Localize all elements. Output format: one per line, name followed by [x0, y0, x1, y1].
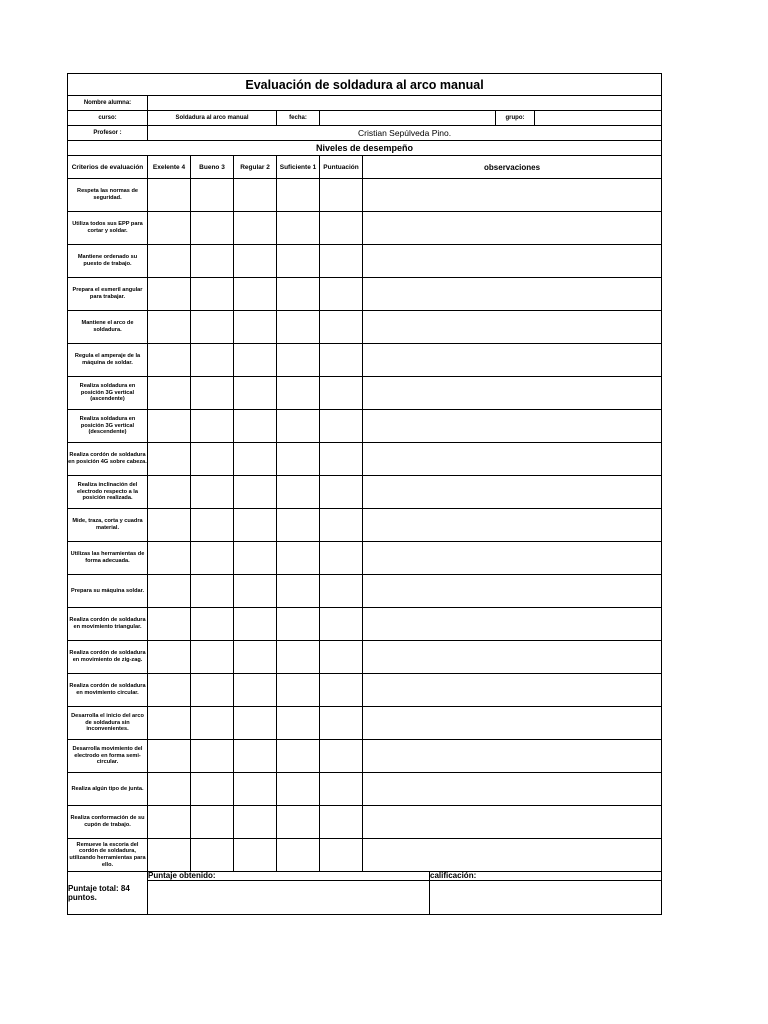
col-regular: Regular 2	[234, 156, 277, 179]
fecha-label: fecha:	[277, 111, 320, 126]
calificacion-label: calificación:	[430, 872, 662, 881]
puntaje-total: Puntaje total: 84 puntos.	[68, 872, 148, 915]
curso-value[interactable]: Soldadura al arco manual	[148, 111, 277, 126]
exelente-cell[interactable]	[148, 278, 191, 311]
observaciones-cell[interactable]	[363, 740, 662, 773]
puntuacion-cell[interactable]	[320, 707, 363, 740]
regular-cell[interactable]	[234, 443, 277, 476]
criterion-row	[68, 377, 662, 410]
exelente-cell[interactable]	[148, 377, 191, 410]
observaciones-cell[interactable]	[363, 509, 662, 542]
calificacion-field[interactable]	[430, 881, 662, 915]
criterion-label: Realiza cordón de soldadura en movimiento triangular.	[68, 608, 148, 641]
fecha-field[interactable]	[320, 111, 496, 126]
exelente-cell[interactable]	[148, 542, 191, 575]
criterion-label: Realiza cordón de soldadura en movimiento circular.	[68, 674, 148, 707]
puntuacion-cell[interactable]	[320, 740, 363, 773]
bueno-cell[interactable]	[191, 212, 234, 245]
suficiente-cell[interactable]	[277, 311, 320, 344]
grupo-field[interactable]	[535, 111, 662, 126]
puntaje-obtenido-field[interactable]	[148, 881, 430, 915]
bueno-cell[interactable]	[191, 641, 234, 674]
regular-cell[interactable]	[234, 773, 277, 806]
bueno-cell[interactable]	[191, 476, 234, 509]
exelente-cell[interactable]	[148, 641, 191, 674]
bueno-cell[interactable]	[191, 806, 234, 839]
regular-cell[interactable]	[234, 839, 277, 872]
puntuacion-cell[interactable]	[320, 245, 363, 278]
curso-label: curso:	[68, 111, 148, 126]
criterion-label: Desarrolla el inicio del arco de soldadura sin inconvenientes.	[68, 707, 148, 740]
page-title: Evaluación de soldadura al arco manual	[68, 74, 662, 96]
regular-cell[interactable]	[234, 509, 277, 542]
criterion-row	[68, 179, 662, 212]
observaciones-cell[interactable]	[363, 344, 662, 377]
puntuacion-cell[interactable]	[320, 773, 363, 806]
suficiente-cell[interactable]	[277, 806, 320, 839]
suficiente-cell[interactable]	[277, 476, 320, 509]
regular-cell[interactable]	[234, 410, 277, 443]
regular-cell[interactable]	[234, 575, 277, 608]
suficiente-cell[interactable]	[277, 608, 320, 641]
puntuacion-cell[interactable]	[320, 179, 363, 212]
exelente-cell[interactable]	[148, 575, 191, 608]
regular-cell[interactable]	[234, 608, 277, 641]
suficiente-cell[interactable]	[277, 344, 320, 377]
criterion-row	[68, 674, 662, 707]
observaciones-cell[interactable]	[363, 542, 662, 575]
observaciones-cell[interactable]	[363, 179, 662, 212]
observaciones-cell[interactable]	[363, 245, 662, 278]
exelente-cell[interactable]	[148, 410, 191, 443]
observaciones-cell[interactable]	[363, 278, 662, 311]
suficiente-cell[interactable]	[277, 707, 320, 740]
bueno-cell[interactable]	[191, 509, 234, 542]
regular-cell[interactable]	[234, 476, 277, 509]
puntuacion-cell[interactable]	[320, 839, 363, 872]
suficiente-cell[interactable]	[277, 245, 320, 278]
criterion-label: Prepara el esmeril angular para trabajar.	[68, 278, 148, 311]
exelente-cell[interactable]	[148, 179, 191, 212]
puntuacion-cell[interactable]	[320, 806, 363, 839]
bueno-cell[interactable]	[191, 344, 234, 377]
suficiente-cell[interactable]	[277, 740, 320, 773]
bueno-cell[interactable]	[191, 377, 234, 410]
suficiente-cell[interactable]	[277, 839, 320, 872]
observaciones-cell[interactable]	[363, 806, 662, 839]
exelente-cell[interactable]	[148, 245, 191, 278]
criterion-label: Regula el amperaje de la máquina de soldar.	[68, 344, 148, 377]
criterion-row	[68, 740, 662, 773]
puntuacion-cell[interactable]	[320, 443, 363, 476]
observaciones-cell[interactable]	[363, 410, 662, 443]
criterion-label: Prepara su máquina soldar.	[68, 575, 148, 608]
criterion-row	[68, 707, 662, 740]
criterion-row	[68, 410, 662, 443]
criterion-row	[68, 344, 662, 377]
col-exelente: Exelente 4	[148, 156, 191, 179]
criterion-label: Mantiene ordenado su puesto de trabajo.	[68, 245, 148, 278]
bueno-cell[interactable]	[191, 311, 234, 344]
bueno-cell[interactable]	[191, 278, 234, 311]
exelente-cell[interactable]	[148, 773, 191, 806]
bueno-cell[interactable]	[191, 839, 234, 872]
observaciones-cell[interactable]	[363, 707, 662, 740]
puntuacion-cell[interactable]	[320, 641, 363, 674]
col-observaciones: observaciones	[363, 156, 662, 179]
exelente-cell[interactable]	[148, 674, 191, 707]
alumna-label: Nombre alumna:	[68, 96, 148, 111]
suficiente-cell[interactable]	[277, 278, 320, 311]
bueno-cell[interactable]	[191, 773, 234, 806]
criterion-row	[68, 245, 662, 278]
profesor-value[interactable]: Cristian Sepúlveda Pino.	[148, 126, 662, 141]
regular-cell[interactable]	[234, 740, 277, 773]
exelente-cell[interactable]	[148, 212, 191, 245]
observaciones-cell[interactable]	[363, 773, 662, 806]
exelente-cell[interactable]	[148, 806, 191, 839]
criterion-row	[68, 509, 662, 542]
observaciones-cell[interactable]	[363, 839, 662, 872]
criterion-label: Mide, traza, corta y cuadra material.	[68, 509, 148, 542]
criterion-row	[68, 575, 662, 608]
criterion-label: Realiza soldadura en posición 3G vertical (descendente)	[68, 410, 148, 443]
regular-cell[interactable]	[234, 641, 277, 674]
suficiente-cell[interactable]	[277, 575, 320, 608]
regular-cell[interactable]	[234, 806, 277, 839]
regular-cell[interactable]	[234, 212, 277, 245]
profesor-label: Profesor :	[68, 126, 148, 141]
bueno-cell[interactable]	[191, 608, 234, 641]
criterion-row	[68, 542, 662, 575]
suficiente-cell[interactable]	[277, 509, 320, 542]
exelente-cell[interactable]	[148, 443, 191, 476]
regular-cell[interactable]	[234, 542, 277, 575]
col-suficiente: Suficiente 1	[277, 156, 320, 179]
puntuacion-cell[interactable]	[320, 509, 363, 542]
regular-cell[interactable]	[234, 377, 277, 410]
puntuacion-cell[interactable]	[320, 476, 363, 509]
evaluation-sheet	[67, 73, 661, 915]
observaciones-cell[interactable]	[363, 575, 662, 608]
criterion-label: Realiza cordón de soldadura en posición 4G sobre cabeza.	[68, 443, 148, 476]
exelente-cell[interactable]	[148, 509, 191, 542]
bueno-cell[interactable]	[191, 443, 234, 476]
exelente-cell[interactable]	[148, 344, 191, 377]
col-puntuacion: Puntuación	[320, 156, 363, 179]
bueno-cell[interactable]	[191, 740, 234, 773]
criterion-row	[68, 608, 662, 641]
regular-cell[interactable]	[234, 707, 277, 740]
observaciones-cell[interactable]	[363, 443, 662, 476]
criterion-label: Utilizas las herramientas de forma adecuada.	[68, 542, 148, 575]
bueno-cell[interactable]	[191, 245, 234, 278]
bueno-cell[interactable]	[191, 179, 234, 212]
suficiente-cell[interactable]	[277, 674, 320, 707]
bueno-cell[interactable]	[191, 575, 234, 608]
regular-cell[interactable]	[234, 179, 277, 212]
puntuacion-cell[interactable]	[320, 278, 363, 311]
observaciones-cell[interactable]	[363, 674, 662, 707]
regular-cell[interactable]	[234, 311, 277, 344]
suficiente-cell[interactable]	[277, 773, 320, 806]
bueno-cell[interactable]	[191, 542, 234, 575]
regular-cell[interactable]	[234, 344, 277, 377]
observaciones-cell[interactable]	[363, 311, 662, 344]
criterion-row	[68, 641, 662, 674]
puntuacion-cell[interactable]	[320, 410, 363, 443]
criterion-label: Utiliza todos sus EPP para cortar y soldar.	[68, 212, 148, 245]
puntuacion-cell[interactable]	[320, 311, 363, 344]
criterion-label: Realiza conformación de su cupón de trabajo.	[68, 806, 148, 839]
suficiente-cell[interactable]	[277, 542, 320, 575]
puntaje-obtenido-label: Puntaje obtenido:	[148, 872, 430, 881]
observaciones-cell[interactable]	[363, 641, 662, 674]
alumna-field[interactable]	[148, 96, 662, 111]
col-bueno: Bueno 3	[191, 156, 234, 179]
puntuacion-cell[interactable]	[320, 212, 363, 245]
grupo-label: grupo:	[496, 111, 535, 126]
criterion-label: Realiza algún tipo de junta.	[68, 773, 148, 806]
suficiente-cell[interactable]	[277, 377, 320, 410]
criteria-list	[68, 179, 662, 872]
criterion-row	[68, 806, 662, 839]
criterion-label: Realiza inclinación del electrodo respecto a la posición realizada.	[68, 476, 148, 509]
bueno-cell[interactable]	[191, 674, 234, 707]
exelente-cell[interactable]	[148, 476, 191, 509]
criterion-row	[68, 278, 662, 311]
suficiente-cell[interactable]	[277, 641, 320, 674]
bueno-cell[interactable]	[191, 707, 234, 740]
criterion-label: Remueve la escoria del cordón de soldadura, utilizando herramientas para ello.	[68, 839, 148, 872]
criterion-label: Realiza cordón de soldadura en movimiento de zig-zag.	[68, 641, 148, 674]
criterion-row	[68, 212, 662, 245]
rubric-table	[67, 73, 662, 915]
suficiente-cell[interactable]	[277, 443, 320, 476]
puntuacion-cell[interactable]	[320, 377, 363, 410]
bueno-cell[interactable]	[191, 410, 234, 443]
observaciones-cell[interactable]	[363, 212, 662, 245]
criterion-row	[68, 476, 662, 509]
puntuacion-cell[interactable]	[320, 608, 363, 641]
suficiente-cell[interactable]	[277, 410, 320, 443]
exelente-cell[interactable]	[148, 740, 191, 773]
niveles-heading: Niveles de desempeño	[68, 141, 662, 156]
regular-cell[interactable]	[234, 674, 277, 707]
puntuacion-cell[interactable]	[320, 542, 363, 575]
exelente-cell[interactable]	[148, 311, 191, 344]
criterion-row	[68, 443, 662, 476]
col-criterios: Criterios de evaluación	[68, 156, 148, 179]
observaciones-cell[interactable]	[363, 377, 662, 410]
exelente-cell[interactable]	[148, 608, 191, 641]
suficiente-cell[interactable]	[277, 179, 320, 212]
suficiente-cell[interactable]	[277, 212, 320, 245]
observaciones-cell[interactable]	[363, 476, 662, 509]
regular-cell[interactable]	[234, 245, 277, 278]
puntuacion-cell[interactable]	[320, 344, 363, 377]
puntuacion-cell[interactable]	[320, 674, 363, 707]
criterion-label: Mantiene el arco de soldadura.	[68, 311, 148, 344]
criterion-label: Respeta las normas de seguridad.	[68, 179, 148, 212]
puntuacion-cell[interactable]	[320, 575, 363, 608]
regular-cell[interactable]	[234, 278, 277, 311]
exelente-cell[interactable]	[148, 839, 191, 872]
criterion-row	[68, 773, 662, 806]
criterion-label: Realiza soldadura en posición 3G vertical (ascendente)	[68, 377, 148, 410]
criterion-row	[68, 839, 662, 872]
exelente-cell[interactable]	[148, 707, 191, 740]
observaciones-cell[interactable]	[363, 608, 662, 641]
criterion-label: Desarrolla movimiento del electrodo en forma semi-circular.	[68, 740, 148, 773]
criterion-row	[68, 311, 662, 344]
